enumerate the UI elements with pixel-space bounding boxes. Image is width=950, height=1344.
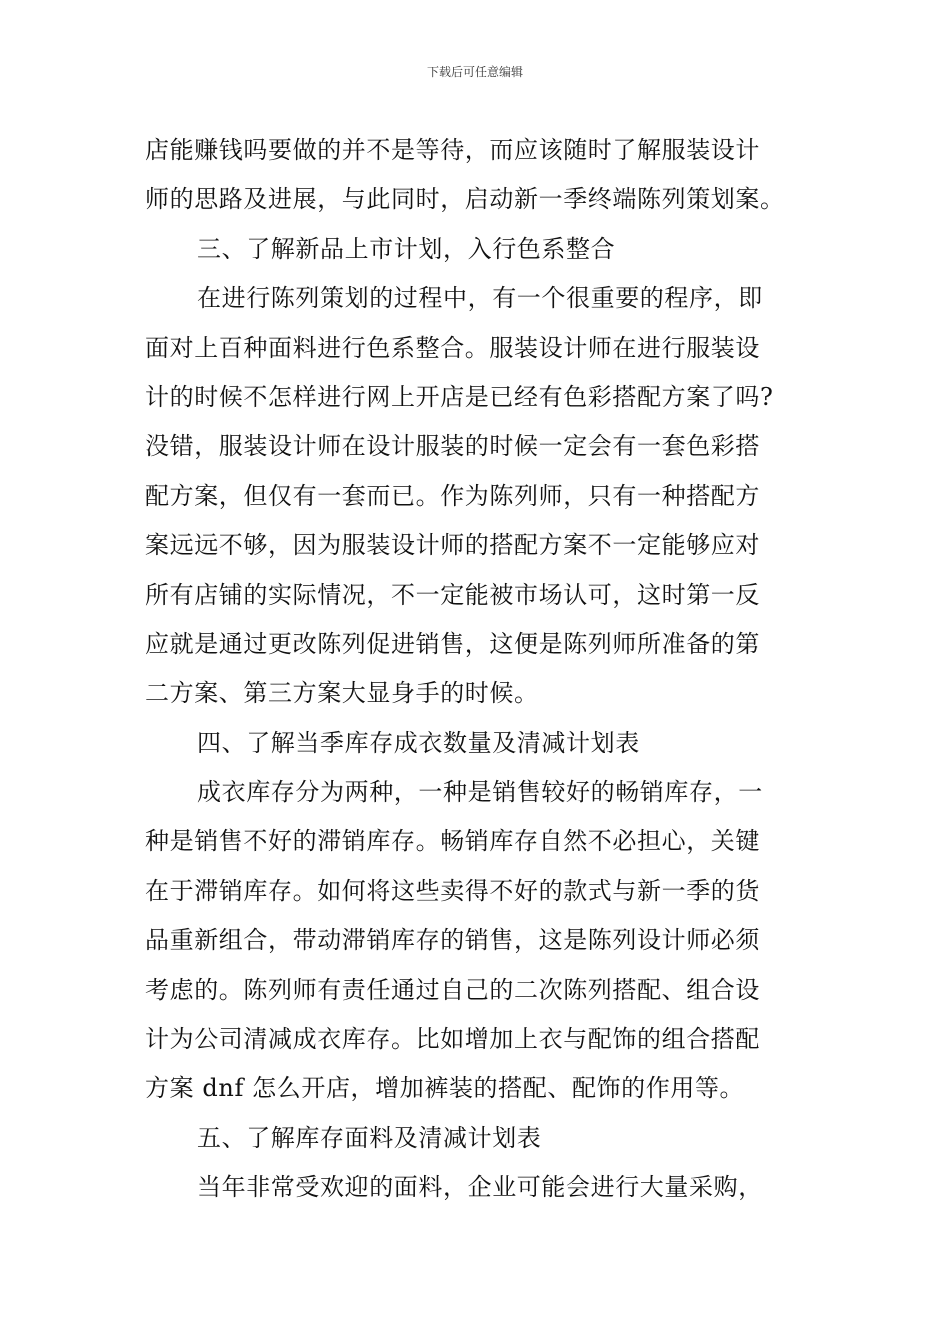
text-line: 计为公司清减成衣库存。比如增加上衣与配饰的组合搭配 — [145, 1025, 760, 1054]
section-heading: 四、了解当季库存成衣数量及清减计划表 — [197, 728, 640, 757]
document-body — [145, 126, 805, 1213]
text-line: 种是销售不好的滞销库存。畅销库存自然不必担心，关键 — [145, 827, 760, 856]
text-line: 师的思路及进展，与此同时，启动新一季终端陈列策划案。 — [145, 185, 785, 214]
text-line: 二方案、第三方案大显身手的时候。 — [145, 679, 539, 708]
text-line: 所有店铺的实际情况，不一定能被市场认可，这时第一反 — [145, 580, 760, 609]
text-line: 品重新组合，带动滞销库存的销售，这是陈列设计师必须 — [145, 926, 760, 955]
text-line: 案远远不够，因为服装设计师的搭配方案不一定能够应对 — [145, 531, 760, 560]
page-header-note: 下载后可任意编辑 — [426, 65, 523, 79]
text-line: 配方案，但仅有一套而已。作为陈列师，只有一种搭配方 — [145, 481, 760, 510]
text-line: 成衣库存分为两种，一种是销售较好的畅销库存，一 — [197, 778, 763, 807]
section-heading: 三、了解新品上市计划，入行色系整合 — [197, 234, 616, 263]
text-line: 没错，服装设计师在设计服装的时候一定会有一套色彩搭 — [145, 432, 760, 461]
text-line: 考虑的。陈列师有责任通过自己的二次陈列搭配、组合设 — [145, 975, 760, 1004]
text-line: 计的时候不怎样进行网上开店是已经有色彩搭配方案了吗? — [145, 382, 774, 411]
text-line: 店能赚钱吗要做的并不是等待，而应该随时了解服装设计 — [145, 136, 760, 164]
text-line: 当年非常受欢迎的面料，企业可能会进行大量采购， — [197, 1173, 763, 1202]
text-line: 应就是通过更改陈列促进销售，这便是陈列师所准备的第 — [145, 629, 760, 658]
text-line: 面对上百种面料进行色系整合。服装设计师在进行服装设 — [145, 333, 760, 362]
text-line: 方案 dnf 怎么开店，增加裤装的搭配、配饰的作用等。 — [145, 1074, 745, 1103]
section-heading: 五、了解库存面料及清减计划表 — [197, 1123, 542, 1152]
text-line: 在于滞销库存。如何将这些卖得不好的款式与新一季的货 — [145, 876, 760, 905]
text-line: 在进行陈列策划的过程中，有一个很重要的程序，即 — [197, 284, 763, 313]
